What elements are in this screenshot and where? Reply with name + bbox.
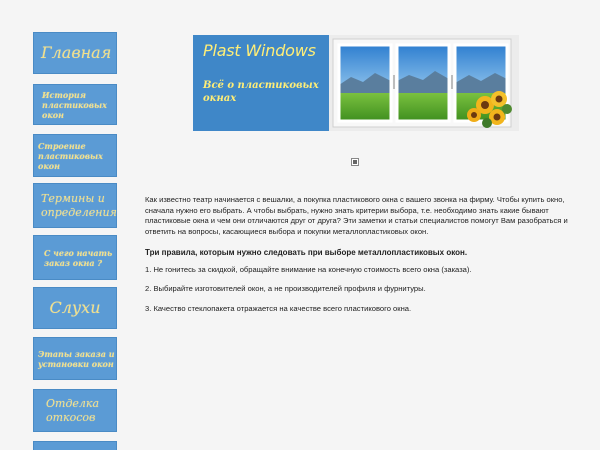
nav-item-label: Главная [41,43,112,62]
rule-item: 1. Не гонитесь за скидкой, обращайте внимание на конечную стоимость всего окна (заказа). [145,264,472,274]
nav-item-history[interactable] [33,84,117,125]
nav-item-rumors[interactable] [33,287,117,329]
nav-item-label: История пластиковых окон [42,89,107,120]
rule-item: 3. Качество стеклопакета отражается на качестве всего пластикового окна. [145,303,412,313]
header-title-block [193,35,329,131]
site-title: Plast Windows [203,41,316,60]
nav-item-order-stages[interactable] [33,337,117,380]
site-subtitle: Всё о пластиковых окнах [203,80,319,104]
sidebar-nav [0,0,140,450]
nav-item-slopes[interactable] [33,389,117,432]
nav-item-next[interactable] [33,441,117,450]
nav-item-how-to-start[interactable] [33,235,117,280]
broken-image-icon [351,158,359,166]
nav-item-terms[interactable] [33,183,117,228]
window-banner-image [329,35,519,131]
nav-item-label: Строение пластиковых окон [38,140,103,171]
main-content [145,195,585,324]
rule-item: 2. Выбирайте изготовителей окон, а не производителей профиля и фурнитуры. [145,284,426,294]
nav-item-structure[interactable] [33,134,117,177]
nav-item-label: Слухи [49,298,101,317]
site-header [193,35,519,131]
nav-item-label: Отделка откосов [46,396,100,424]
nav-item-home[interactable] [33,32,117,74]
rules-heading: Три правила, которым нужно следовать при выборе металлопластиковых окон. [145,247,468,257]
nav-item-label: Этапы заказа и установки окон [38,348,115,369]
intro-paragraph: Как известно театр начинается с вешалки, а покупка пластикового окна с вашего звонка на фирму. Чтобы купить окно, сначала нужно его выбрать. А чтобы выбрать, нужно знать критерии выбора, т.е. необходимо знать какие бывают пластиковые окна и чем они отличаются друг от друга? Эти заметки и статьи специалистов помогут Вам разобраться и ответить на вопросы, касающиеся выбора и покупки металлопластиковых окон. [145,195,568,236]
nav-item-label: С чего начать заказ окна ? [44,247,113,268]
nav-item-label: Термины и определения [41,191,117,219]
